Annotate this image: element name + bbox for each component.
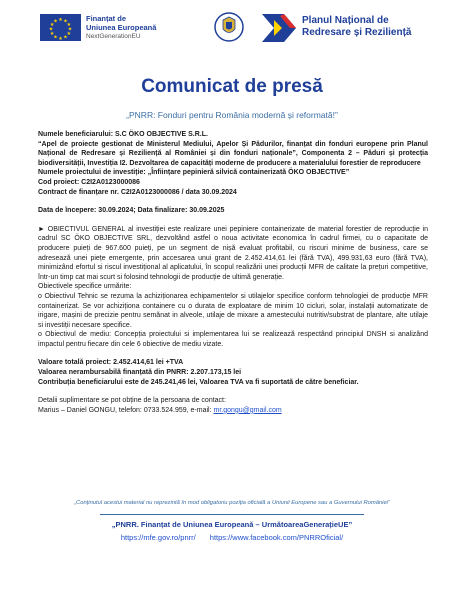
pnrr-text	[302, 15, 412, 39]
project-code: Cod proiect: C2I2A0123000086	[38, 178, 140, 186]
svg-text:★: ★	[63, 34, 68, 41]
eu-funding-line2: Uniunea Europeană	[86, 23, 157, 32]
total-project-value: Valoare totală proiect: 2.452.414,61 lei +TVA	[38, 359, 184, 367]
page-title: Comunicat de presă	[141, 76, 323, 97]
svg-text:★: ★	[48, 26, 54, 33]
eu-funding-line1: Finanțat de	[86, 14, 127, 23]
pnrr-line2: Redresare și Reziliență	[302, 27, 412, 38]
footer-links	[0, 533, 464, 542]
svg-text:★: ★	[49, 31, 55, 37]
contact-email-link[interactable]: mr.gongu@gmail.com	[213, 406, 282, 414]
beneficiary-contribution: Contribuția beneficiarului este de 245.241,46 lei, Valoarea TVA va fi suportată de către beneficiar.	[38, 378, 359, 386]
header-logos	[0, 0, 464, 56]
page-subtitle: „PNRR: Fonduri pentru România modernă și reformată!”	[126, 110, 338, 120]
svg-text:★: ★	[63, 18, 68, 25]
eu-funding-line3: NextGenerationEU	[86, 33, 141, 40]
svg-text:★: ★	[66, 22, 72, 28]
non-refundable-value: Valoarea nerambursabilă finanțată din PNRR: 2.207.173,15 lei	[38, 369, 242, 377]
mfe-pnrr-link[interactable]: https://mfe.gov.ro/pnrr/	[120, 533, 196, 542]
technical-objective: o Obiectivul Tehnic se rezuma la achiziționarea echipamentelor si utilajelor specifice conform tehnologiei de producție MFR containerizat. Se vor achiziționa containere cu o durata de exploatare de minim 10 cicluri, solar, instalații automatizate de irigare, mașini de precizie pentru semănat in alveole, utilaje de mixare a amestecului nutritiv/substrat de plantare, alte utilaje si investiții necesare specifice.	[38, 292, 428, 329]
environmental-objective: o Obiectivul de mediu: Concepția proiectului si implementarea lui se realizează respectând principiul DNSH si analizând impactul pentru fiecare din cele 6 obiective de mediu vizate.	[38, 331, 428, 348]
contact-person-text: Marius – Daniel GONGU, telefon: 0733.524.959, e-mail:	[38, 406, 214, 414]
romania-government-crest-icon	[214, 10, 244, 44]
eu-funding-logo	[40, 14, 180, 42]
press-release-body	[38, 130, 428, 415]
pnrr-mark-icon	[262, 14, 296, 42]
eu-flag-icon	[40, 14, 81, 41]
svg-text:★: ★	[67, 26, 73, 33]
facebook-pnrr-link[interactable]: https://www.facebook.com/PNRROficial/	[209, 533, 344, 542]
footer-divider	[100, 514, 364, 515]
disclaimer-text: „Conținutul acestui material nu reprezintă în mod obligatoriu poziția oficială a Uniunii Europene sau a Guvernului României”	[74, 500, 390, 506]
contact-person	[38, 406, 428, 416]
project-name: Numele proiectului de investiție: „Înființare pepinieră silvică containerizată ÖKO OBJECTIVE”	[38, 169, 350, 177]
eu-funding-text	[86, 14, 156, 41]
svg-text:★: ★	[58, 17, 63, 23]
svg-text:★: ★	[66, 31, 72, 37]
project-dates: Data de începere: 30.09.2024; Data finalizare: 30.09.2025	[38, 207, 225, 215]
svg-text:★: ★	[49, 22, 55, 28]
svg-text:★: ★	[53, 18, 58, 25]
general-objective: ► OBIECTIVUL GENERAL al investiției este realizare unei pepiniere containerizate de material forestier de reproducție in cadrul SC ÖKO OBJECTIVE SRL, dezvoltând astfel o noua activitate economica în cadrul firmei, cu o capacitate de producere puieți de 967.600 puieți, pe un segment de nișă evaluat profitabil, cu riscuri minime de business, care se adresează unei piețe emergente, prin accesarea unui grant de 2.452.414,61 lei (fără TVA), 499.931,63 euro (fără TVA), minimizând efortul si riscul investițional al aplicatului, în scopul realizării unei producții MFR de calitate la prețuri competitive, într-un timp cat mai scurt si folosind tehnologii de producție de ultimă generație.	[38, 225, 428, 281]
beneficiary-name: Numele beneficiarului: S.C ÖKO OBJECTIVE S.R.L.	[38, 131, 208, 138]
contact-intro: Detalii suplimentare se pot obține de la persoana de contact:	[38, 397, 226, 405]
pnrr-logo	[262, 12, 432, 44]
footer-tagline: „PNRR. Finanțat de Uniunea Europeană – UrmătoareaGenerațieUE”	[111, 520, 353, 529]
svg-text:★: ★	[53, 34, 58, 41]
specific-objectives-heading: Obiectivele specifice urmărite:	[38, 283, 132, 291]
pnrr-line1: Planul Național de	[302, 15, 389, 26]
call-description: “Apel de proiecte gestionat de Ministerul Mediului, Apelor Și Pădurilor, finanțat din fonduri europene prin Planul Național de Redresare și Reziliență al României și din fonduri naționale”, Componenta 2 – Păduri și protecția biodiversității, Investiția I2. Dezvoltarea de capacități moderne de producere a materialului forestier de reproducere	[38, 140, 428, 167]
svg-text:★: ★	[58, 35, 63, 41]
financing-contract: Contract de finanțare nr. C2I2A0123000086 / data 30.09.2024	[38, 188, 237, 196]
